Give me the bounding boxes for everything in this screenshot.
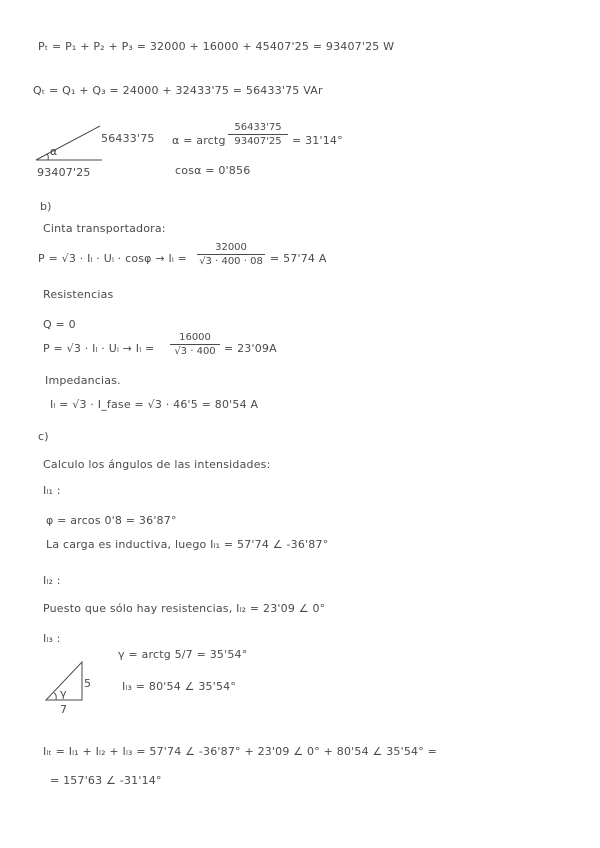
tri-angle-label: γ: [60, 687, 67, 700]
formula-3: Iₗ = √3 · I_fase = √3 · 46'5 = 80'54 A: [50, 398, 259, 411]
tri-base-label: 7: [60, 703, 68, 716]
formula-2-numerator: 16000: [179, 332, 211, 343]
tri-side-label: 5: [84, 677, 92, 690]
alpha-lhs: α = arctg: [172, 134, 226, 147]
il1-label: Iₗ₁ :: [43, 484, 61, 497]
il3-label: Iₗ₃ :: [43, 632, 61, 645]
il2-result: Puesto que sólo hay resistencias, Iₗ₂ = 23'09 ∠ 0°: [43, 602, 326, 615]
il2-label: Iₗ₂ :: [43, 574, 61, 587]
formula-1-result: = 57'74 A: [270, 252, 327, 265]
alpha-numerator: 56433'75: [234, 122, 282, 133]
resistencias-heading: Resistencias: [43, 288, 114, 301]
section-b-heading: b): [40, 200, 52, 213]
alpha-denominator: 93407'25: [234, 136, 282, 147]
impedancias-heading: Impedancias.: [45, 374, 121, 387]
q-zero: Q = 0: [43, 318, 76, 331]
power-triangle-sketch: [34, 122, 106, 164]
cinta-heading: Cinta transportadora:: [43, 222, 166, 235]
section-c-heading: c): [38, 430, 49, 443]
formula-1-numerator: 32000: [215, 242, 247, 253]
alpha-fraction: [228, 122, 288, 147]
triangle-q-label: 56433'75: [101, 132, 155, 145]
triangle-angle-label: α: [50, 145, 58, 158]
angles-heading: Calculo los ángulos de las intensidades:: [43, 458, 271, 471]
formula-1-lhs: P = √3 · Iₗ · Uₗ · cosφ → Iₗ =: [38, 252, 188, 265]
ilt-result: = 157'63 ∠ -31'14°: [50, 774, 162, 787]
formula-2-result: = 23'09A: [224, 342, 277, 355]
qt-equation: Qₜ = Q₁ + Q₃ = 24000 + 32433'75 = 56433'75 VAr: [33, 84, 323, 97]
alpha-result: = 31'14°: [292, 134, 343, 147]
gamma-line: γ = arctg 5/7 = 35'54°: [118, 648, 248, 661]
pt-equation: Pₜ = P₁ + P₂ + P₃ = 32000 + 16000 + 45407'25 = 93407'25 W: [38, 40, 395, 53]
formula-2-fraction: [170, 332, 220, 357]
formula-2-denominator: √3 · 400: [174, 346, 216, 357]
cos-alpha: cosα = 0'856: [175, 164, 251, 177]
ilt-equation: Iₗₜ = Iₗ₁ + Iₗ₂ + Iₗ₃ = 57'74 ∠ -36'87° + 23'09 ∠ 0° + 80'54 ∠ 35'54° =: [43, 745, 438, 758]
formula-2-lhs: P = √3 · Iₗ · Uₗ → Iₗ =: [43, 342, 155, 355]
formula-1-fraction: [197, 242, 265, 267]
il3-result: Iₗ₃ = 80'54 ∠ 35'54°: [122, 680, 237, 693]
phi-line: φ = arcos 0'8 = 36'87°: [46, 514, 177, 527]
il1-result: La carga es inductiva, luego Iₗ₁ = 57'74 ∠ -36'87°: [46, 538, 329, 551]
triangle-p-label: 93407'25: [37, 166, 91, 179]
formula-1-denominator: √3 · 400 · 08: [199, 256, 263, 267]
